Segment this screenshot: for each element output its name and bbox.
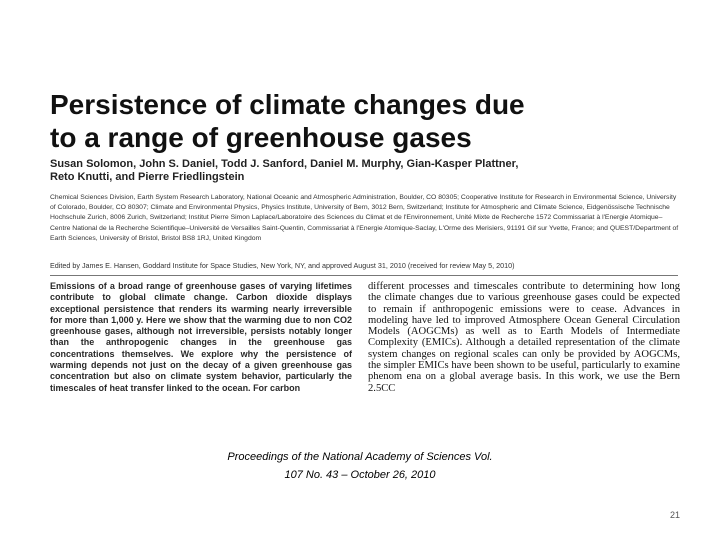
paper-abstract: Emissions of a broad range of greenhouse gases of varying lifetimes contribute to global climate change. Carbon dioxide displays exceptional persistence that renders its warming nearly irreversible for more than 1,000 y. Here we show that the warming due to non CO2 greenhouse gases, although not irreversible, persists notably longer than the anthropogenic changes in the greenhouse gas concentrations themselves. We explore why the persistence of warming depends not just on the decay of a given greenhouse gas concentration but also on climate system behavior, particularly the timescales of heat transfer linked to the ocean. For carbon <box>50 281 352 393</box>
paper-title <box>50 88 650 154</box>
citation <box>90 448 630 484</box>
paper-authors-line-2: Reto Knutti, and Pierre Friedlingstein <box>50 171 245 183</box>
slide-number: 21 <box>669 510 680 520</box>
paper-authors <box>50 158 660 184</box>
citation-line-1: Proceedings of the National Academy of Sciences Vol. <box>227 451 493 463</box>
paper-title-line-1: Persistence of climate changes due <box>50 89 525 120</box>
paper-edited-by: Edited by James E. Hansen, Goddard Institute for Space Studies, New York, NY, and approved August 31, 2010 (received for review May 5, 2010) <box>50 261 515 270</box>
paper-excerpt-image <box>44 80 684 407</box>
paper-divider <box>50 275 678 276</box>
paper-authors-line-1: Susan Solomon, John S. Daniel, Todd J. Sanford, Daniel M. Murphy, Gian-Kasper Plattner, <box>50 158 519 170</box>
paper-title-line-2: to a range of greenhouse gases <box>50 122 472 153</box>
paper-affiliations: Chemical Sciences Division, Earth System Research Laboratory, National Oceanic and Atmospheric Administration, Boulder, CO 80305; Cooperative Institute for Research in Environmental Science, University of Colorado, Boulder, CO 80307; Climate and Environmental Physics, Physics Institute, University of Bern, 3012 Bern, Switzerland; Institute for Atmospheric and Climate Science, Eidgenössische Technische Hochschule Zurich, 8006 Zurich, Switzerland; Institut Pierre Simon Laplace/Laboratoire des Sciences du Climat et de l'Environnement, Unité Mixte de Recherche 1572 Commissariat à l'Energie Atomique–Centre National de la Recherche Scientifique–Université de Versailles Saint-Quentin, Commissariat à l'Energie Atomique-Saclay, L'Orme des Merisiers, 91191 Gif sur Yvette, France; and QUEST/Department of Earth Sciences, University of Bristol, Bristol BS8 1RJ, United Kingdom <box>50 194 679 242</box>
paper-body-text: different processes and timescales contribute to determining how long the climate changes due to various greenhouse gases could be expected to remain if anthropogenic emissions were to cease. Advances in modeling have led to improved Atmosphere Ocean General Circulation Models (AOGCMs) as well as to Earth Models of Intermediate Complexity (EMICs). Although a detailed representation of the climate system changes on regional scales can only be provided by AOGCMs, the simpler EMICs have been shown to be useful, particularly to examine phenom ena on a global average basis. In this work, we use the Bern 2.5CC <box>368 281 680 394</box>
citation-line-2: 107 No. 43 – October 26, 2010 <box>284 469 436 481</box>
